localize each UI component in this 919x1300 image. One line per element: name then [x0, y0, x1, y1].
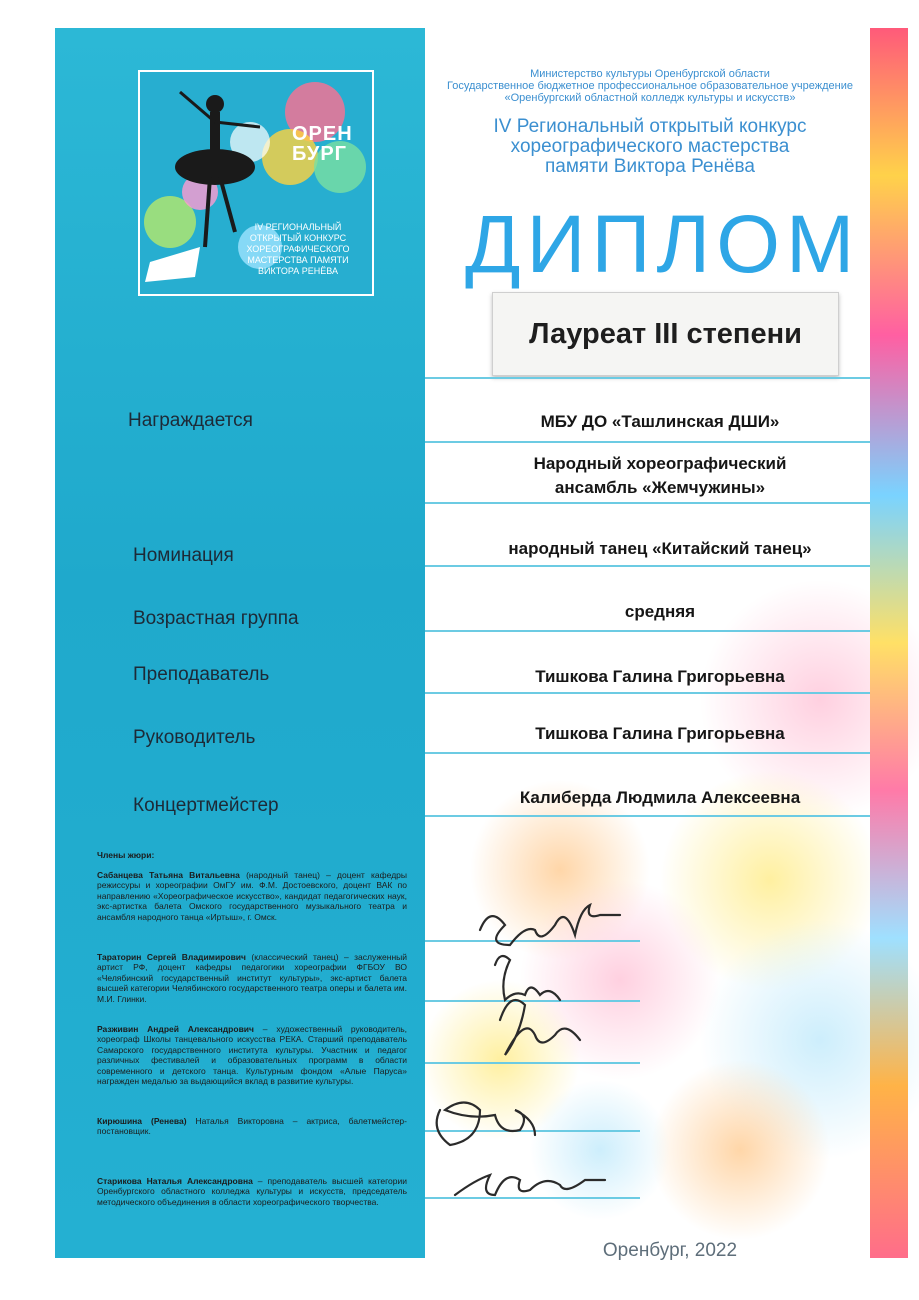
jury-member-desc: (народный танец) – доцент кафедры режиссуры и хореографии ОмГУ им. Ф.М. Достоевского, доцент ВАК по направлению «Хореографическое искусство», кандидат педагогических наук, экс-артистка балета Омского государственного музыкального театра и ансамбля народного танца «Иртыш», г. Омск.	[97, 870, 407, 922]
header-ministry: Министерство культуры Оренбургской области	[530, 68, 770, 80]
contest-title-line1: IV Региональный открытый конкурс	[493, 116, 807, 137]
nomination-label: Номинация	[133, 545, 234, 566]
awarded-ensemble-line1: Народный хореографический	[533, 454, 787, 473]
jury-member-name: Старикова Наталья Александровна	[97, 1176, 253, 1186]
nomination-value: народный танец «Китайский танец»	[508, 539, 812, 558]
jury-member-desc: (классический танец) – заслуженный артист РФ, доцент кафедры педагогики хореографии ФГБОУ ВО «Челябинский государственный институт культуры», экс-артист балета высшей категории Челябинского государственного театра оперы и балета им. М.И. Глинки.	[97, 952, 408, 1004]
header-college: «Оренбургский областной колледж культуры и искусств»	[504, 92, 796, 104]
accompanist-value: Калиберда Людмила Алексеевна	[519, 788, 801, 807]
jury-member-name: Сабанцева Татьяна Витальевна	[97, 870, 240, 880]
leader-value: Тишкова Галина Григорьевна	[535, 724, 785, 743]
award-degree: Лауреат III степени	[492, 292, 839, 376]
jury-member-desc: – художественный руководитель, хореограф Школы танцевального искусства РЕКА. Старший преподаватель Самарского государственного института культуры. Участник и педагог различных фестивалей и образовательных программ в области современного и детского танца. Культурным фондом «Алые Паруса» награжден медалью за выдающийся вклад в развитие культуры.	[97, 1024, 407, 1087]
contest-title-line2: хореографического мастерства	[510, 136, 790, 157]
place-and-year: Оренбург, 2022	[602, 1240, 738, 1261]
leader-label: Руководитель	[133, 727, 256, 748]
age-group-label: Возрастная группа	[133, 608, 299, 629]
jury-member-desc: Наталья Викторовна – актриса, балетмейстер-постановщик.	[97, 1116, 407, 1137]
logo-city-name: ОРЕН БУРГ	[292, 123, 353, 165]
awarded-label: Награждается	[128, 410, 253, 431]
jury-member-name: Кирюшина (Ренева)	[97, 1116, 187, 1126]
jury-title: Члены жюри:	[97, 850, 155, 860]
contest-title-line3: памяти Виктора Ренёва	[545, 156, 755, 177]
jury-member-name: Разживин Андрей Александрович	[97, 1024, 254, 1034]
jury-member-desc: – преподаватель высшей категории Оренбургского областного колледжа культуры и искусств, председатель методического объединения в области хореографического творчества.	[97, 1176, 407, 1207]
logo-contest-text: IV РЕГИОНАЛЬНЫЙ ОТКРЫТЫЙ КОНКУРС ХОРЕОГРАФИЧЕСКОГО МАСТЕРСТВА ПАМЯТИ ВИКТОРА РЕНЁВА	[246, 222, 350, 276]
diploma-title: ДИПЛОМ	[465, 199, 861, 290]
awarded-school: МБУ ДО «Ташлинская ДШИ»	[540, 412, 780, 431]
accompanist-label: Концертмейстер	[133, 795, 279, 816]
teacher-label: Преподаватель	[133, 664, 270, 685]
header-institution: Государственное бюджетное профессиональное образовательное учреждение	[447, 80, 853, 92]
jury-member-name: Тараторин Сергей Владимирович	[97, 952, 246, 962]
awarded-ensemble-line2: ансамбль «Жемчужины»	[554, 478, 766, 497]
teacher-value: Тишкова Галина Григорьевна	[535, 667, 785, 686]
age-group-value: средняя	[624, 602, 696, 621]
